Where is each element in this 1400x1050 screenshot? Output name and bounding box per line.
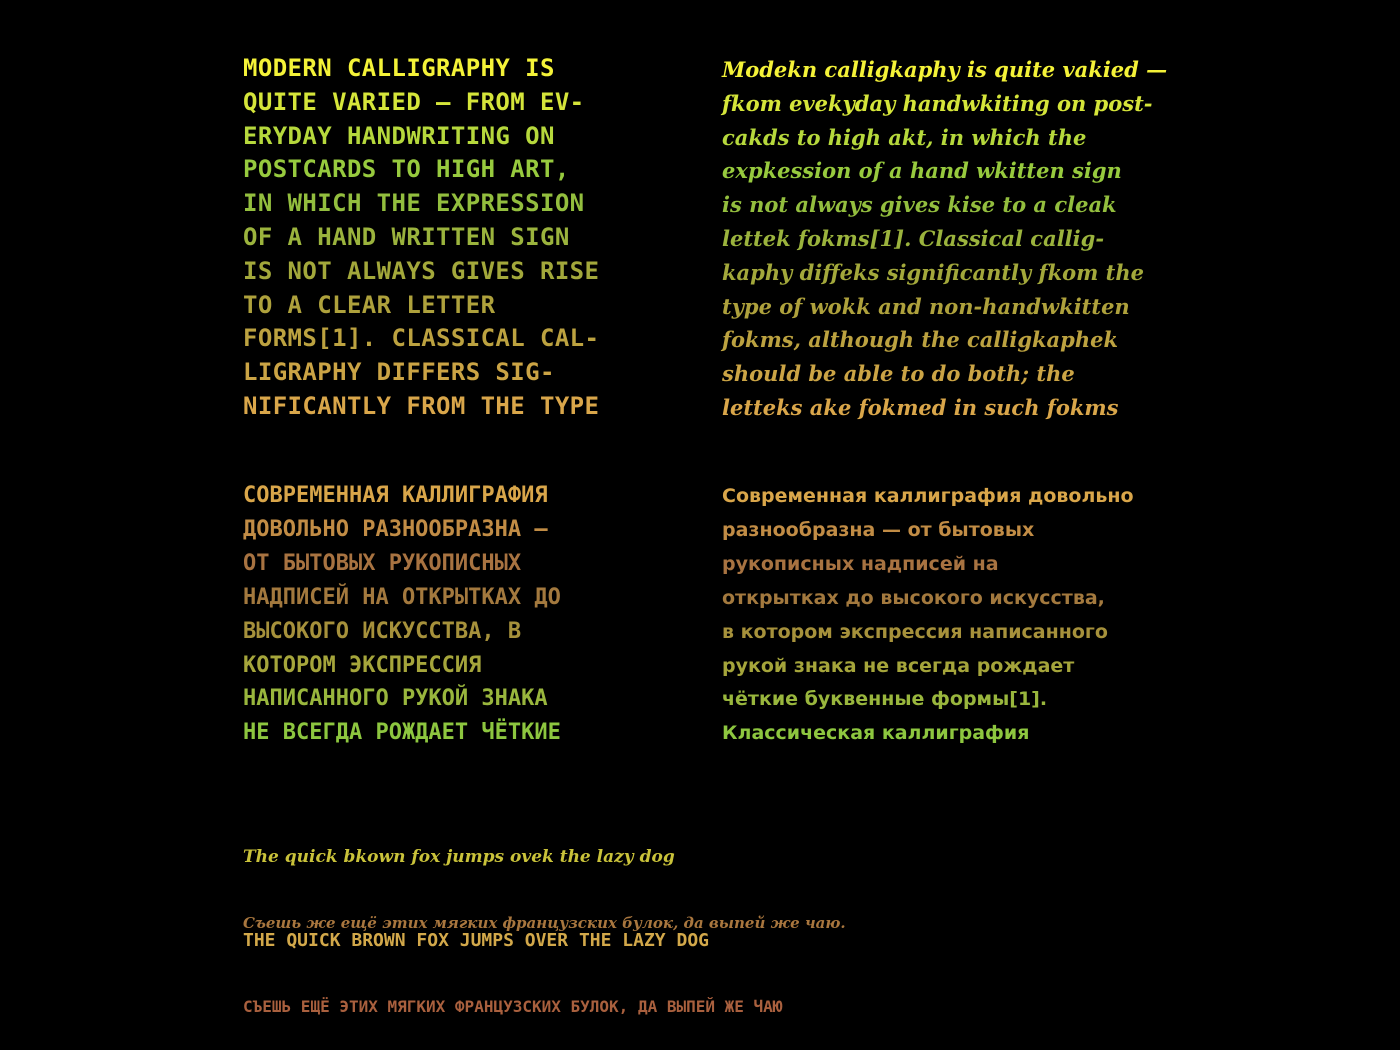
cyrillic-hand-line: чёткие буквенные формы[1]. — [722, 688, 1048, 711]
latin-hand-line: should be able to do both; the — [722, 361, 1075, 387]
latin-caps-line: MODERN CALLIGRAPHY IS — [243, 54, 555, 82]
pangram-latin-uppercase: THE QUICK BROWN FOX JUMPS OVER THE LAZY DOG — [243, 930, 709, 951]
latin-caps-line: POSTCARDS TO HIGH ART, — [243, 155, 570, 184]
latin-caps-line: ERYDAY HANDWRITING ON — [243, 121, 555, 150]
cyrillic-caps-line: СОВРЕМЕННАЯ КАЛЛИГРАФИЯ — [243, 483, 548, 508]
cyrillic-handwritten-paragraph — [722, 480, 1134, 751]
pangram-cyrillic-lowercase: Съешь же ещё этих мягких французских булок, да выпей же чаю. — [243, 914, 846, 932]
latin-hand-line: kaphy diffeks significantly fkom the — [722, 259, 1144, 285]
pangram-cyrillic-uppercase: СЪЕШЬ ЕЩЁ ЭТИХ МЯГКИХ ФРАНЦУЗСКИХ БУЛОК, ДА ВЫПЕЙ ЖЕ ЧАЮ — [243, 997, 783, 1016]
cyrillic-caps-line: ОТ БЫТОВЫХ РУКОПИСНЫХ — [243, 550, 522, 576]
latin-caps-line: TO A CLEAR LETTER — [243, 290, 496, 319]
cyrillic-caps-paragraph — [243, 479, 561, 750]
latin-hand-line: fokms, although the calligkaphek — [722, 327, 1119, 353]
cyrillic-caps-line: НАДПИСЕЙ НА ОТКРЫТКАХ ДО — [243, 584, 561, 610]
latin-caps-line: FORMS[1]. CLASSICAL CAL- — [243, 324, 600, 353]
latin-handwritten-paragraph — [722, 53, 1167, 425]
cyrillic-caps-line: ДОВОЛЬНО РАЗНООБРАЗНА — — [243, 516, 548, 542]
latin-caps-line: OF A HAND WRITTEN SIGN — [243, 222, 570, 251]
cyrillic-hand-line: рукой знака не всегда рождает — [722, 654, 1075, 677]
cyrillic-hand-line: Современная каллиграфия довольно — [722, 485, 1134, 507]
latin-caps-line: IS NOT ALWAYS GIVES RISE — [243, 256, 600, 285]
latin-caps-line: LIGRAPHY DIFFERS SIG- — [243, 358, 555, 387]
cyrillic-caps-line: НАПИСАННОГО РУКОЙ ЗНАКА — [243, 686, 548, 712]
latin-caps-line: NIFICANTLY FROM THE TYPE — [243, 391, 600, 420]
cyrillic-hand-line: разнообразна — от бытовых — [722, 518, 1035, 541]
latin-hand-line: lettek fokms[1]. Classical callig- — [722, 225, 1105, 251]
cyrillic-caps-line: КОТОРОМ ЭКСПРЕССИЯ — [243, 652, 482, 678]
pangram-uppercase-group — [243, 889, 782, 1040]
cyrillic-hand-line: Классическая каллиграфия — [722, 722, 1030, 745]
cyrillic-caps-line: НЕ ВСЕГДА РОЖДАЕТ ЧЁТКИЕ — [243, 720, 561, 746]
latin-caps-line: QUITE VARIED — FROM EV- — [243, 87, 585, 116]
latin-hand-line: type of wokk and non-handwkitten — [722, 293, 1130, 319]
latin-hand-line: letteks ake fokmed in such fokms — [722, 394, 1119, 420]
cyrillic-caps-line: ВЫСОКОГО ИСКУССТВА, В — [243, 618, 522, 644]
latin-caps-line: IN WHICH THE EXPRESSION — [243, 189, 585, 218]
cyrillic-hand-line: в котором экспрессия написанного — [722, 620, 1108, 643]
latin-hand-line: expkession of a hand wkitten sign — [722, 158, 1122, 184]
latin-hand-line: cakds to high akt, in which the — [722, 124, 1087, 150]
latin-hand-line: fkom evekyday handwkiting on post- — [722, 90, 1153, 116]
cyrillic-hand-line: рукописных надписей на — [722, 552, 999, 575]
cyrillic-hand-line: открытках до высокого искусства, — [722, 586, 1105, 609]
latin-caps-paragraph — [243, 52, 599, 424]
latin-hand-line: Modekn calligkaphy is quite vakied — — [722, 57, 1168, 82]
pangram-latin-lowercase: The quick bkown fox jumps ovek the lazy dog — [243, 847, 675, 867]
latin-hand-line: is not always gives kise to a cleak — [722, 192, 1117, 218]
